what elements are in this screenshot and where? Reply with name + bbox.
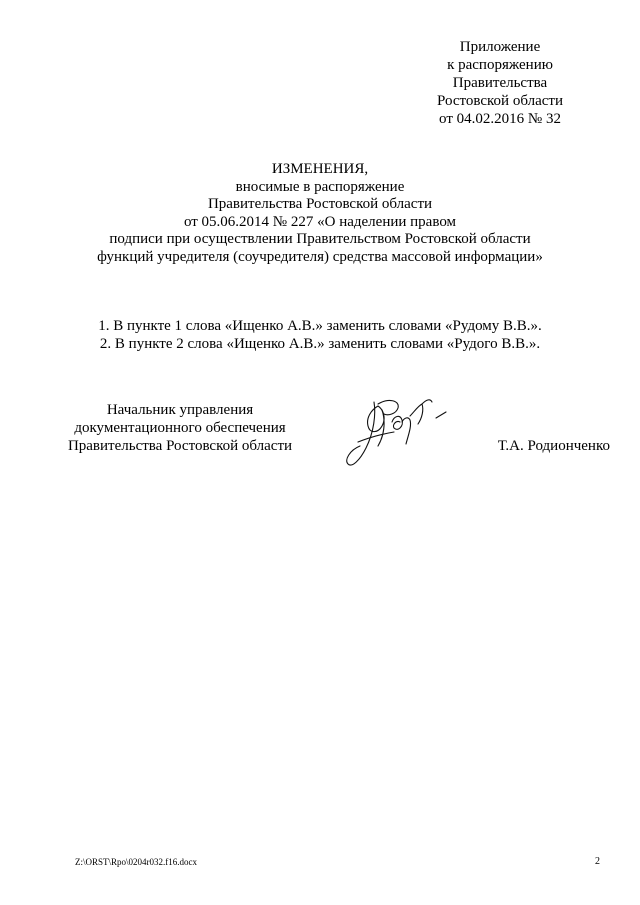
signer-name: Т.А. Родионченко bbox=[497, 438, 610, 454]
annex-line: Приложение bbox=[459, 39, 541, 55]
amendment-item: 1. В пункте 1 слова «Ищенко А.В.» заменить словами «Рудому В.В.». bbox=[98, 318, 542, 334]
signatory-position bbox=[40, 401, 320, 455]
handwritten-signature bbox=[338, 392, 456, 474]
position-line: Начальник управления bbox=[106, 402, 254, 418]
position-line: документационного обеспечения bbox=[74, 420, 286, 436]
annex-date-number: от 04.02.2016 № 32 bbox=[439, 111, 561, 127]
annex-block bbox=[400, 38, 600, 128]
amendment-list bbox=[30, 317, 610, 353]
annex-line: к распоряжению bbox=[447, 57, 553, 73]
annex-line: Правительства bbox=[452, 75, 548, 91]
heading-line: Правительства Ростовской области bbox=[207, 196, 433, 213]
page-number: 2 bbox=[595, 856, 600, 867]
document-title: ИЗМЕНЕНИЯ, bbox=[271, 161, 369, 177]
document-heading bbox=[30, 161, 610, 267]
heading-line: от 05.06.2014 № 227 «О наделении правом bbox=[183, 213, 457, 230]
position-line: Правительства Ростовской области bbox=[67, 438, 293, 454]
amendment-item: 2. В пункте 2 слова «Ищенко А.В.» заменить словами «Рудого В.В.». bbox=[99, 336, 541, 352]
heading-line: функций учредителя (соучредителя) средства массовой информации» bbox=[97, 248, 543, 265]
heading-line: вносимые в распоряжение bbox=[235, 178, 405, 195]
heading-line: подписи при осуществлении Правительством Ростовской области bbox=[109, 231, 531, 248]
footer-file-path: Z:\ORST\Rpo\0204r032.f16.docx bbox=[75, 857, 197, 867]
annex-line: Ростовской области bbox=[437, 93, 563, 109]
